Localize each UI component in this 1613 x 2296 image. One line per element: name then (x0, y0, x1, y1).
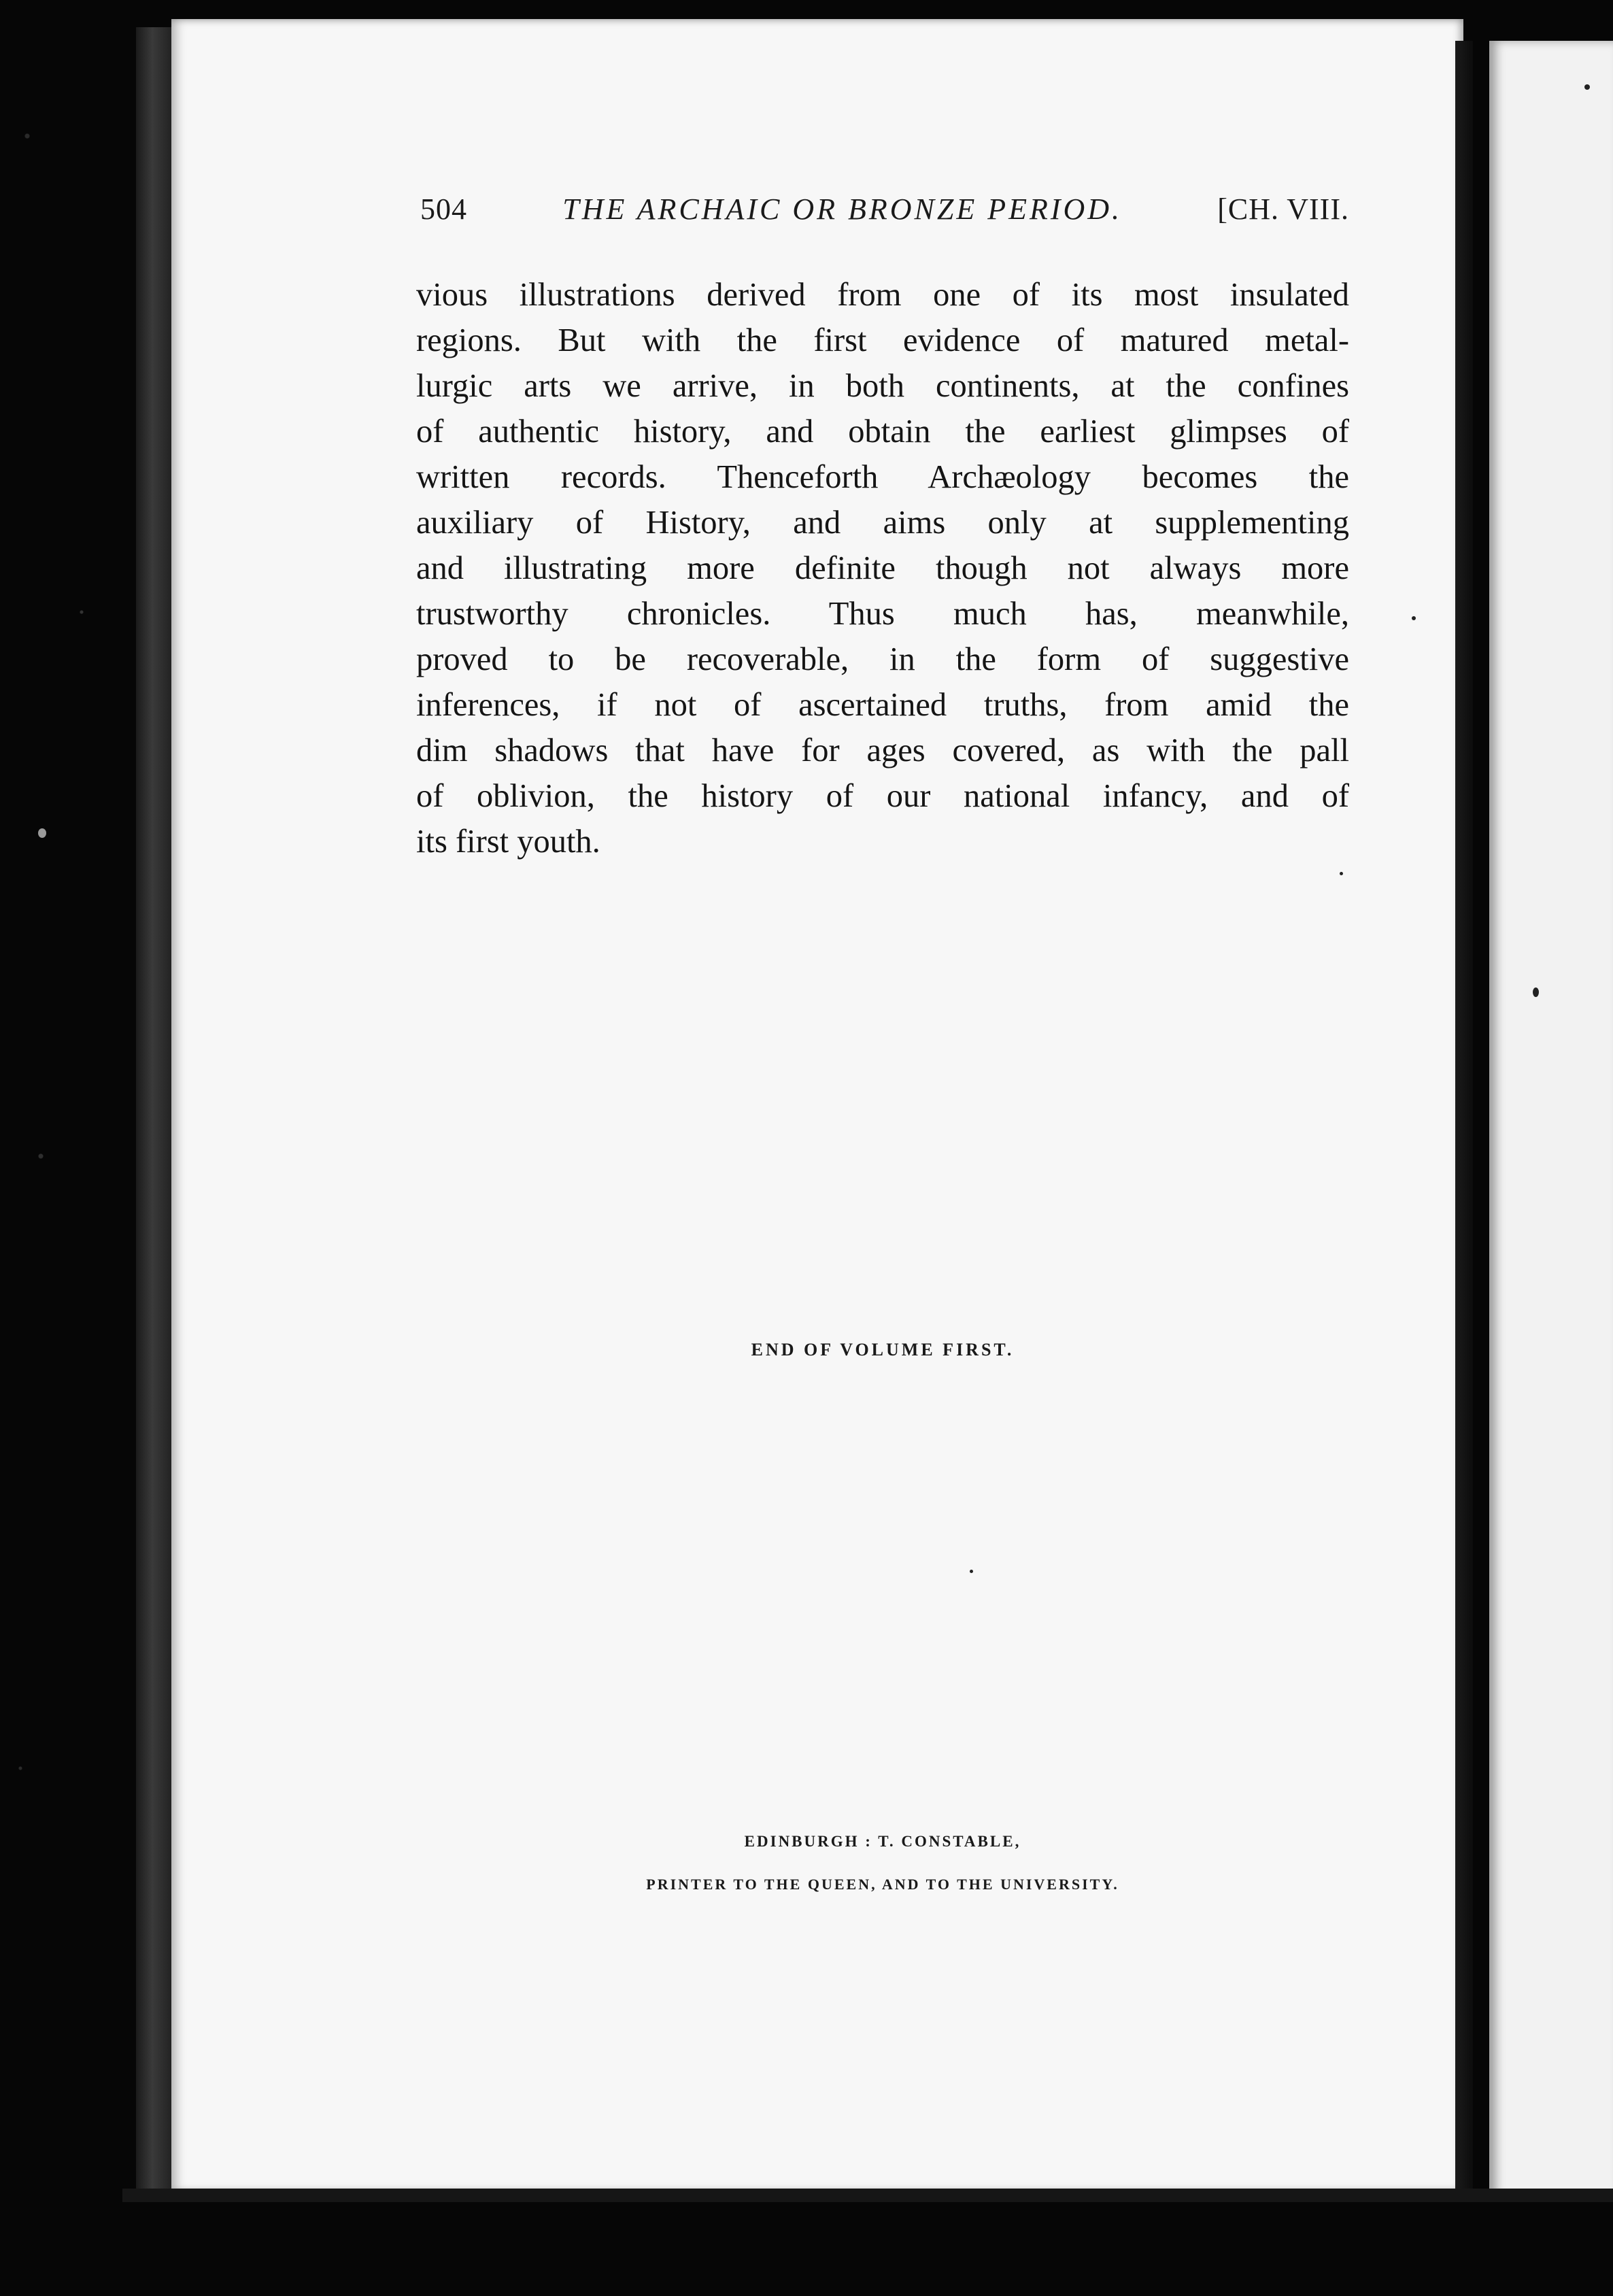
text-line: trustworthy chronicles. Thus much has, meanwhile, (416, 596, 1349, 632)
text-line: of oblivion, the history of our national infancy, and of (416, 778, 1349, 814)
scan-speck (1412, 616, 1416, 620)
facing-page-edge (1489, 41, 1613, 2197)
chapter-label: [CH. VIII. (1217, 192, 1349, 226)
body-paragraph (416, 272, 1349, 864)
scan-speck (38, 828, 46, 838)
text-line: inferences, if not of ascertained truths, from amid the (416, 687, 1349, 723)
text-line: proved to be recoverable, in the form of suggestive (416, 641, 1349, 677)
page-number: 504 (420, 192, 467, 226)
page-gutter (1455, 41, 1473, 2197)
printer-imprint-line-2: PRINTER TO THE QUEEN, AND TO THE UNIVERSITY. (646, 1876, 1119, 1893)
running-head (420, 192, 1349, 239)
text-line: lurgic arts we arrive, in both continents, at the confines (416, 368, 1349, 404)
scan-speck (1340, 872, 1343, 875)
printer-imprint-line-1: EDINBURGH : T. CONSTABLE, (744, 1833, 1021, 1850)
text-line: dim shadows that have for ages covered, as with the pall (416, 732, 1349, 769)
text-line: written records. Thenceforth Archæology becomes the (416, 459, 1349, 495)
scan-speck (1584, 84, 1590, 90)
text-line: and illustrating more definite though not always more (416, 550, 1349, 586)
book-edge (136, 27, 177, 2197)
scan-speck (1533, 987, 1539, 997)
scan-speck (970, 1570, 973, 1573)
text-line: of authentic history, and obtain the earliest glimpses of (416, 413, 1349, 450)
text-line: its first youth. (416, 824, 600, 860)
end-of-volume-note: END OF VOLUME FIRST. (751, 1340, 1015, 1360)
page-bottom-edge (122, 2189, 1613, 2202)
text-line: regions. But with the first evidence of matured metal- (416, 322, 1349, 358)
text-line: auxiliary of History, and aims only at supplementing (416, 505, 1349, 541)
running-title: THE ARCHAIC OR BRONZE PERIOD. (562, 192, 1123, 226)
text-line: vious illustrations derived from one of its most insulated (416, 277, 1349, 313)
